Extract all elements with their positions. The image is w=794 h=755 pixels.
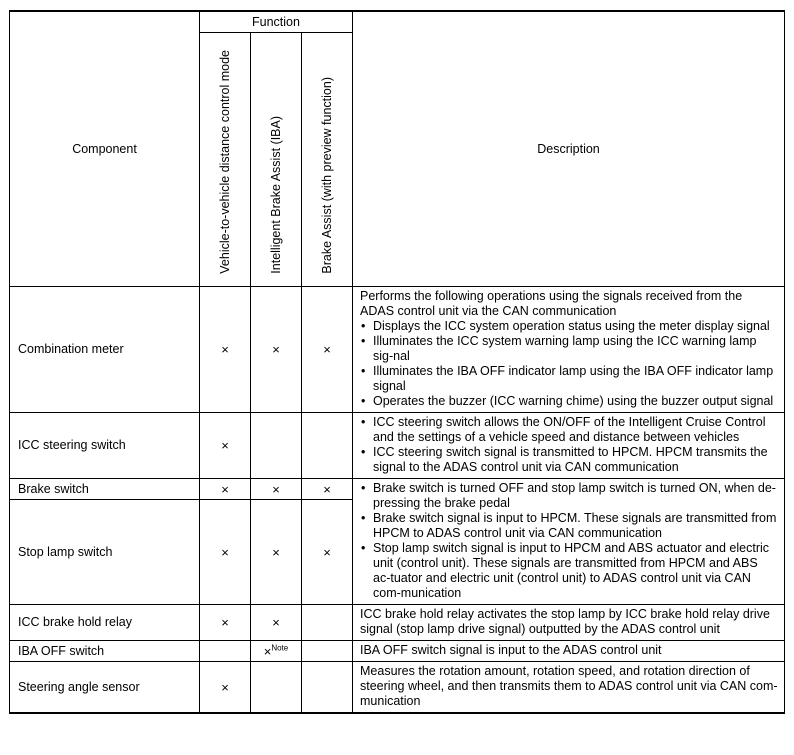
bullet-item: • Brake switch is turned OFF and stop lamp switch is turned ON, when de-pressing the brake pedal xyxy=(360,481,778,511)
table-row xyxy=(10,641,785,662)
header-component: Component xyxy=(10,11,200,287)
mark-cell xyxy=(302,641,353,662)
description-cell xyxy=(353,479,785,605)
description-cell xyxy=(353,413,785,479)
component-name: IBA OFF switch xyxy=(10,641,200,662)
component-name: Combination meter xyxy=(10,287,200,413)
mark-cell: × xyxy=(200,413,251,479)
description-cell: IBA OFF switch signal is input to the ADAS control unit xyxy=(353,641,785,662)
table-row xyxy=(10,287,785,413)
header-function: Function xyxy=(200,11,353,33)
mark-cell: × xyxy=(200,287,251,413)
component-name: Brake switch xyxy=(10,479,200,500)
mark-cell xyxy=(302,605,353,641)
header-description: Description xyxy=(353,11,785,287)
header-fn-label: Intelligent Brake Assist (IBA) xyxy=(268,116,283,274)
component-name: Steering angle sensor xyxy=(10,662,200,714)
bullet-item: • ICC steering switch signal is transmitted to HPCM. HPCM transmits the signal to the ADAS control unit via CAN communication xyxy=(360,445,778,475)
mark-cell: × xyxy=(302,479,353,500)
component-function-table xyxy=(9,10,785,714)
header-fn-label: Brake Assist (with preview function) xyxy=(319,77,334,274)
header-fn-iba xyxy=(251,33,302,287)
header-row xyxy=(10,11,785,33)
header-fn-label: Vehicle-to-vehicle distance control mode xyxy=(217,50,232,274)
mark-cell: × xyxy=(200,500,251,605)
header-fn-brake-assist xyxy=(302,33,353,287)
bullet-item: • Displays the ICC system operation status using the meter display signal xyxy=(360,319,778,334)
mark-cell: × xyxy=(200,605,251,641)
table-row xyxy=(10,479,785,500)
component-name: Stop lamp switch xyxy=(10,500,200,605)
description-intro: Performs the following operations using the signals received from the ADAS control unit via the CAN communication xyxy=(360,289,743,318)
description-bullets xyxy=(360,415,778,475)
mark-cell xyxy=(302,662,353,714)
bullet-item: • Illuminates the ICC system warning lamp using the ICC warning lamp sig-nal xyxy=(360,334,778,364)
table-row xyxy=(10,662,785,714)
description-bullets xyxy=(360,481,778,601)
bullet-item: • Operates the buzzer (ICC warning chime) using the buzzer output signal xyxy=(360,394,778,409)
mark-cell: × xyxy=(251,479,302,500)
mark-cell: × xyxy=(302,287,353,413)
mark-cell xyxy=(302,413,353,479)
description-cell: Measures the rotation amount, rotation speed, and rotation direction of steering wheel, and then transmits them to ADAS control unit via CAN com-munication xyxy=(353,662,785,714)
mark-cell xyxy=(200,641,251,662)
table-row xyxy=(10,605,785,641)
description-cell: ICC brake hold relay activates the stop lamp by ICC brake hold relay drive signal (stop lamp drive signal) outputted by the ADAS control unit xyxy=(353,605,785,641)
note-label: Note xyxy=(271,643,289,653)
mark-cell: × xyxy=(251,287,302,413)
mark-cell: × xyxy=(200,662,251,714)
mark-cell xyxy=(251,662,302,714)
description-cell xyxy=(353,287,785,413)
mark-cell: × xyxy=(251,605,302,641)
mark-cell xyxy=(251,413,302,479)
description-bullets xyxy=(360,319,778,409)
component-name: ICC brake hold relay xyxy=(10,605,200,641)
bullet-item: • Illuminates the IBA OFF indicator lamp using the IBA OFF indicator lamp signal xyxy=(360,364,778,394)
bullet-item: • ICC steering switch allows the ON/OFF of the Intelligent Cruise Control and the settings of a vehicle speed and distance between vehicles xyxy=(360,415,778,445)
mark-symbol: × xyxy=(263,643,272,659)
mark-cell-note xyxy=(251,641,302,662)
mark-cell: × xyxy=(251,500,302,605)
mark-cell: × xyxy=(302,500,353,605)
table-row xyxy=(10,413,785,479)
bullet-item: • Brake switch signal is input to HPCM. These signals are transmitted from HPCM to ADAS control unit via CAN communication xyxy=(360,511,778,541)
component-name: ICC steering switch xyxy=(10,413,200,479)
mark-cell: × xyxy=(200,479,251,500)
header-fn-distance-control xyxy=(200,33,251,287)
bullet-item: • Stop lamp switch signal is input to HPCM and ABS actuator and electric unit (control unit). These signals are transmitted from HPCM and ABS ac-tuator and electric unit (control unit) to ADAS control unit via CAN com-munication xyxy=(360,541,778,601)
